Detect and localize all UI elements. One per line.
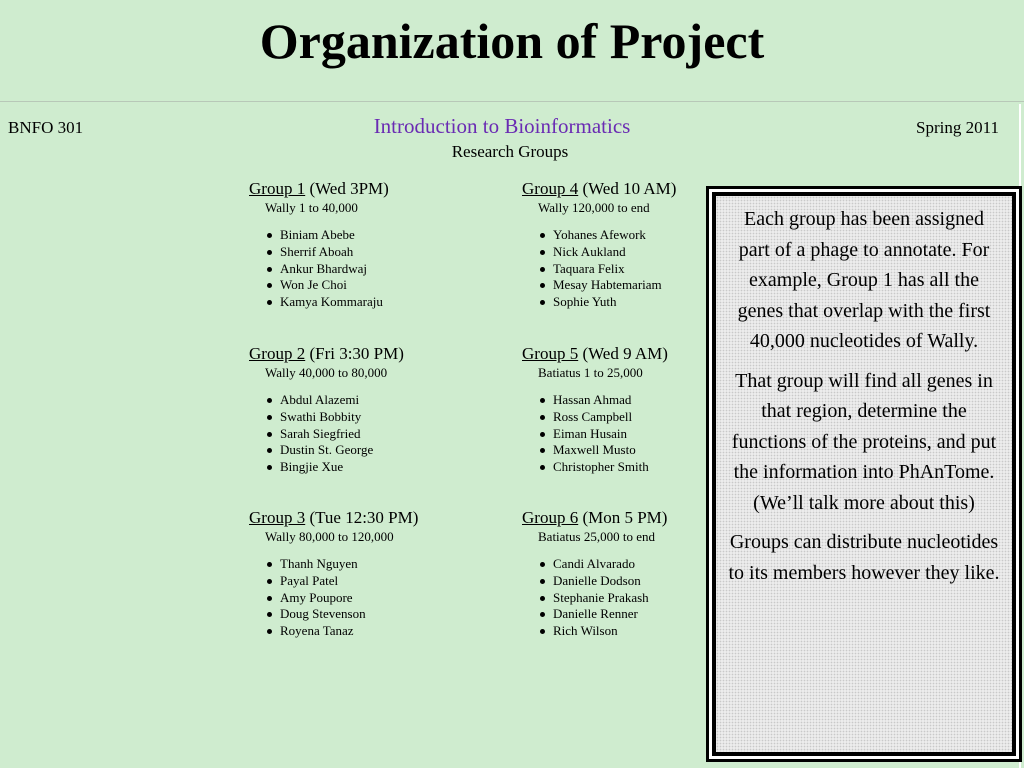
member-item: Amy Poupore [267, 590, 479, 607]
member-item: Nick Aukland [540, 244, 752, 261]
group-range: Wally 80,000 to 120,000 [265, 529, 394, 544]
member-item: Stephanie Prakash [540, 590, 752, 607]
member-item: Eiman Husain [540, 426, 752, 443]
member-item: Maxwell Musto [540, 442, 752, 459]
member-item: Danielle Renner [540, 606, 752, 623]
group-time: (Tue 12:30 PM) [309, 508, 419, 527]
callout-paragraph: Groups can distribute nucleotides to its members however they like. [728, 531, 1000, 584]
course-title: Introduction to Bioinformatics [373, 114, 631, 138]
member-item: Sophie Yuth [540, 294, 752, 311]
member-item: Sherrif Aboah [267, 244, 479, 261]
slide-title: Organization of Project [259, 13, 765, 69]
group-range: Wally 120,000 to end [538, 200, 650, 215]
member-item: Christopher Smith [540, 459, 752, 476]
member-list [267, 556, 479, 640]
group-time: (Wed 9 AM) [582, 344, 668, 363]
member-item: Candi Alvarado [540, 556, 752, 573]
member-list [267, 227, 479, 311]
member-item: Ankur Bhardwaj [267, 261, 479, 278]
group-name: Group 5 [522, 344, 579, 363]
explanation-callout [706, 186, 1022, 762]
member-item: Mesay Habtemariam [540, 277, 752, 294]
group-time: (Wed 3PM) [309, 179, 389, 198]
group-name: Group 3 [249, 508, 306, 527]
member-item: Kamya Kommaraju [267, 294, 479, 311]
member-item: Abdul Alazemi [267, 392, 479, 409]
member-item: Sarah Siegfried [267, 426, 479, 443]
member-item: Payal Patel [267, 573, 479, 590]
member-item: Yohanes Afework [540, 227, 752, 244]
member-item: Hassan Ahmad [540, 392, 752, 409]
group-heading [249, 179, 479, 199]
member-item: Danielle Dodson [540, 573, 752, 590]
title-divider [0, 101, 1024, 102]
term-label: Spring 2011 [916, 118, 999, 137]
group-range: Batiatus 1 to 25,000 [538, 365, 643, 380]
member-item: Biniam Abebe [267, 227, 479, 244]
member-item: Royena Tanaz [267, 623, 479, 640]
research-groups-subtitle: Research Groups [451, 142, 569, 161]
member-item: Rich Wilson [540, 623, 752, 640]
member-item: Won Je Choi [267, 277, 479, 294]
group-range: Wally 40,000 to 80,000 [265, 365, 388, 380]
group-range: Wally 1 to 40,000 [265, 200, 358, 215]
group-time: (Mon 5 PM) [582, 508, 668, 527]
member-item: Dustin St. George [267, 442, 479, 459]
member-item: Bingjie Xue [267, 459, 479, 476]
group-heading [249, 344, 479, 364]
group-name: Group 2 [249, 344, 306, 363]
group-card-3 [249, 508, 479, 640]
group-heading [249, 508, 479, 528]
member-item: Ross Campbell [540, 409, 752, 426]
group-time: (Wed 10 AM) [582, 179, 677, 198]
group-card-1 [249, 179, 479, 311]
group-card-2 [249, 344, 479, 476]
group-time: (Fri 3:30 PM) [309, 344, 404, 363]
callout-paragraph: That group will find all genes in that region, determine the functions of the proteins, and put the information into PhAnTome. (We’ll talk more about this) [731, 369, 997, 514]
group-name: Group 6 [522, 508, 579, 527]
member-item: Swathi Bobbity [267, 409, 479, 426]
member-item: Thanh Nguyen [267, 556, 479, 573]
member-list [267, 392, 479, 476]
member-item: Doug Stevenson [267, 606, 479, 623]
course-code: BNFO 301 [8, 118, 84, 137]
group-name: Group 4 [522, 179, 579, 198]
member-item: Taquara Felix [540, 261, 752, 278]
group-range: Batiatus 25,000 to end [538, 529, 655, 544]
callout-body [712, 192, 1016, 756]
callout-paragraph: Each group has been assigned part of a phage to annotate. For example, Group 1 has all the genes that overlap with the first 40,000 nucleotides of Wally. [737, 208, 991, 352]
group-name: Group 1 [249, 179, 306, 198]
